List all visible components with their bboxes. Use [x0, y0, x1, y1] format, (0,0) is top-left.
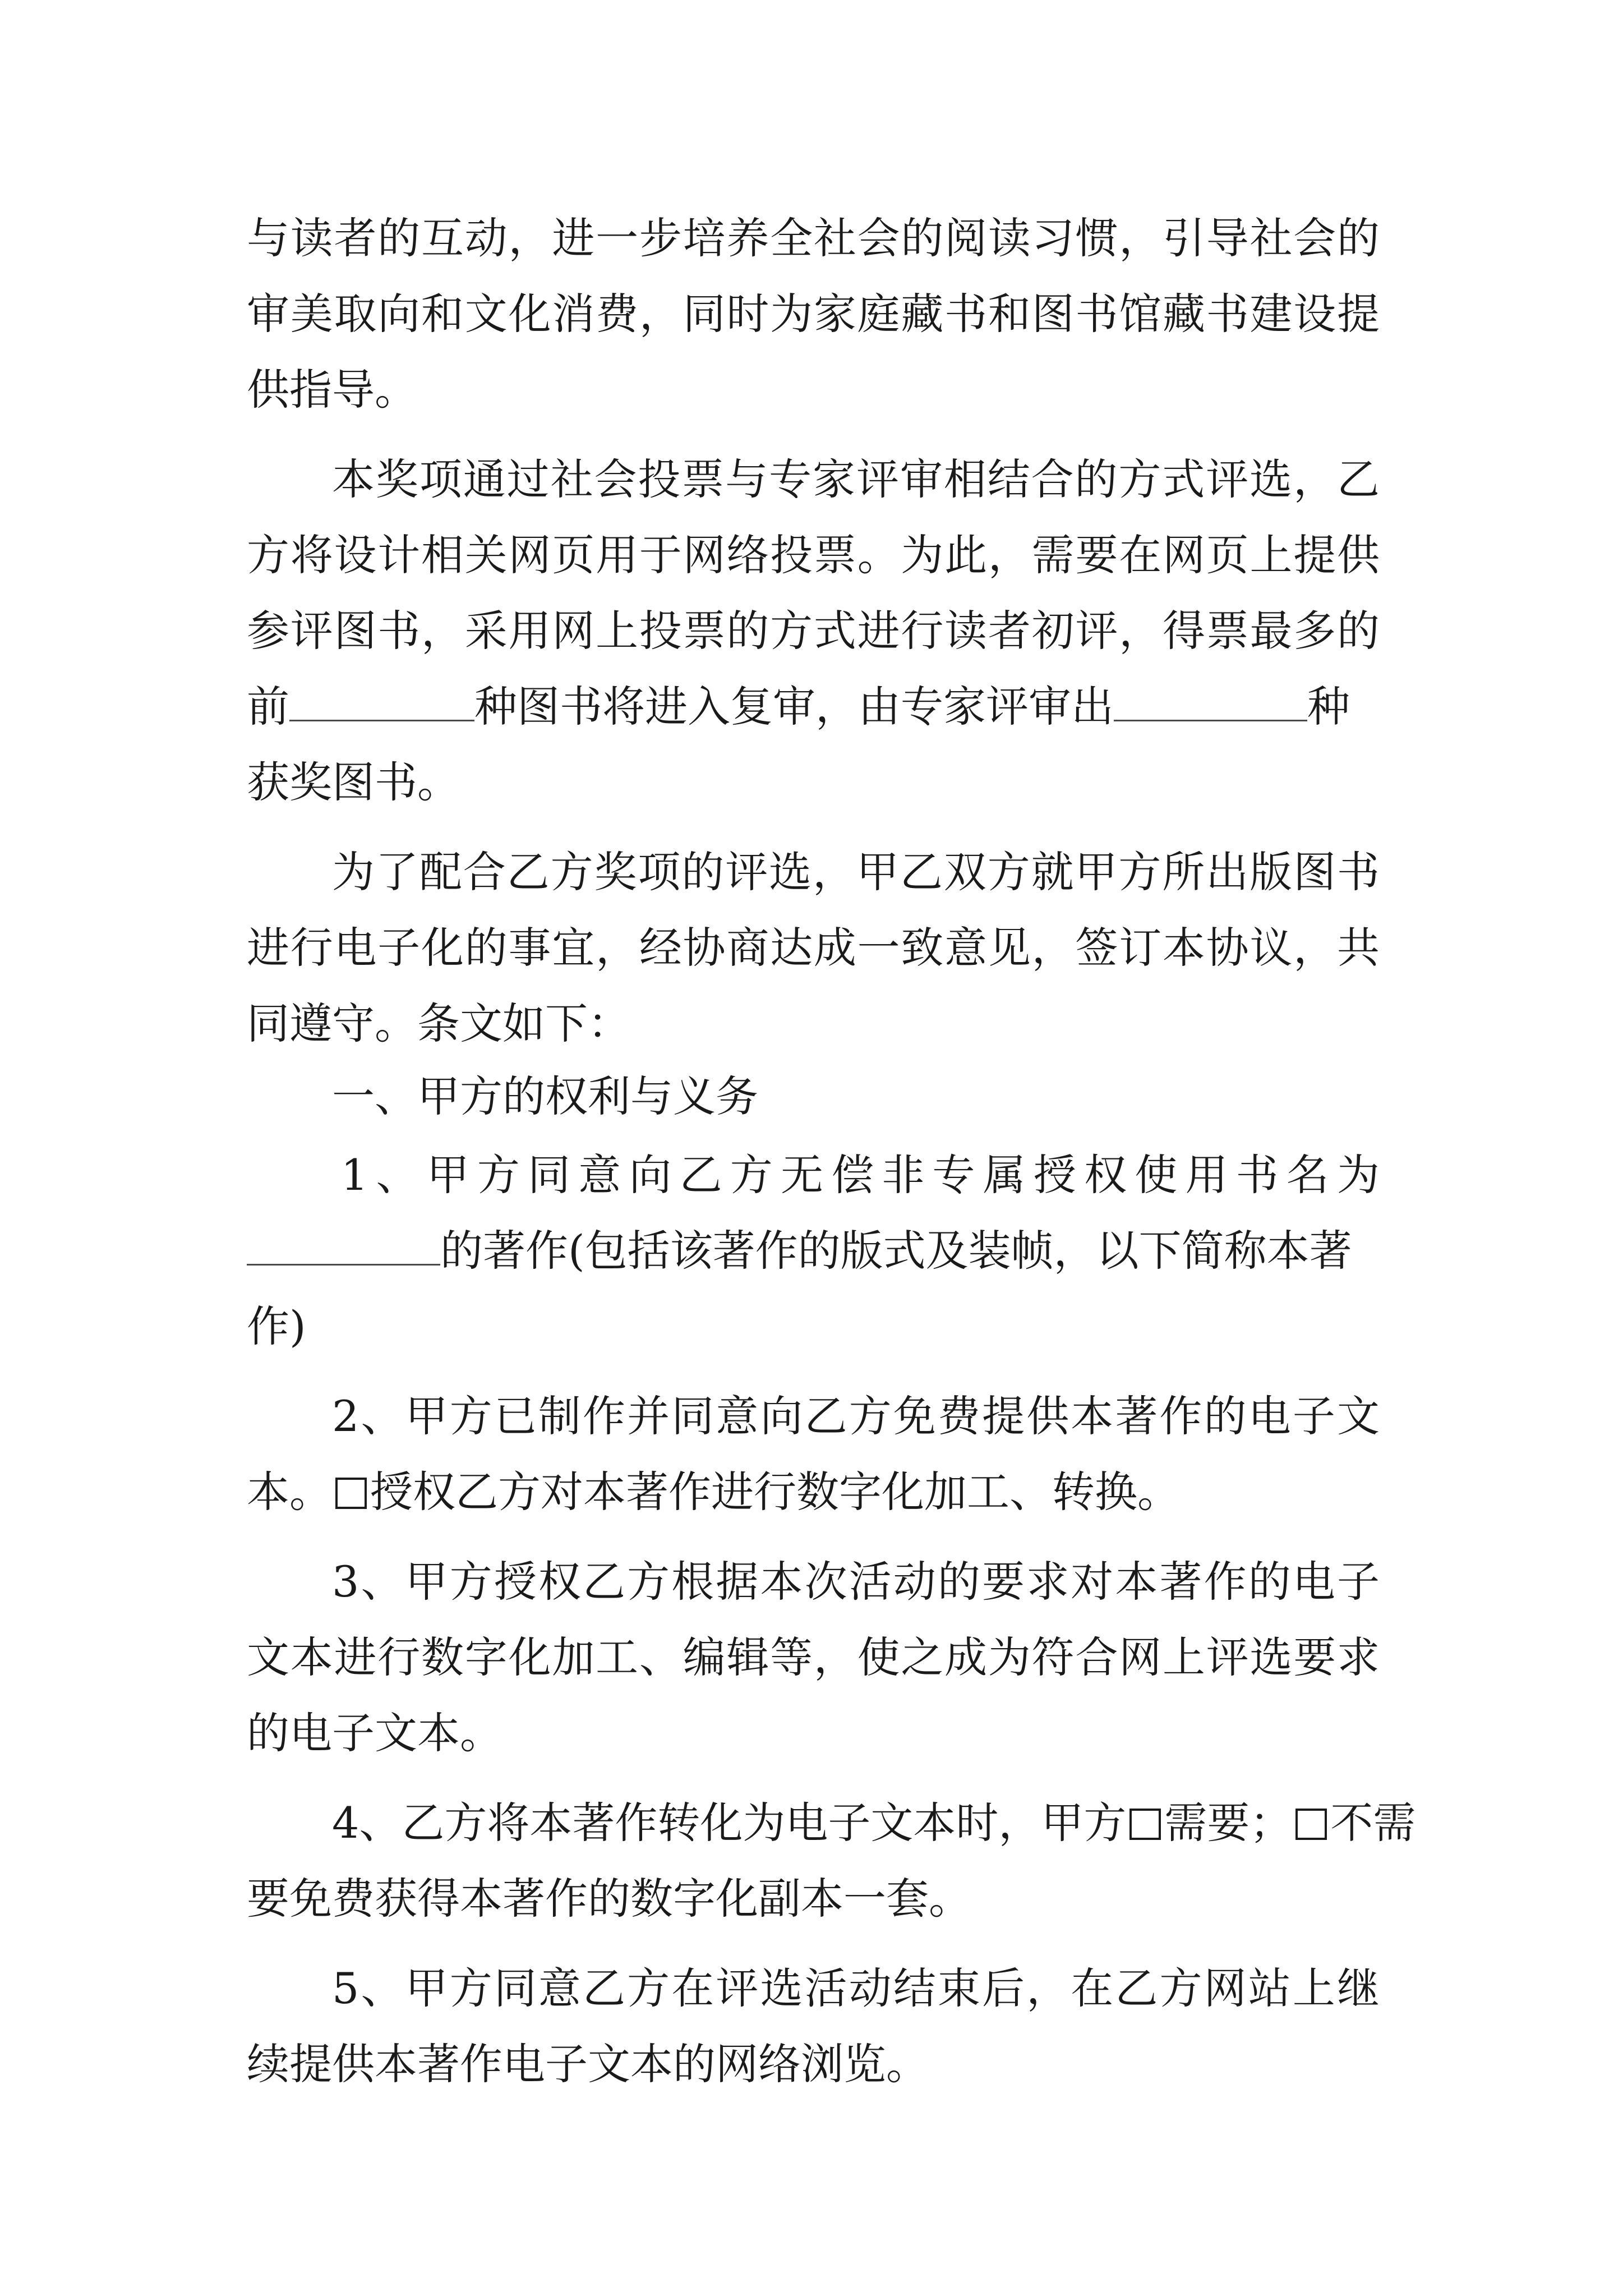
- item-4-line-1-part-a: 4、乙方将本著作转化为电子文本时，甲方: [332, 1798, 1127, 1848]
- paragraph-2-line-4-part-b: 种图书将进入复审，由专家评审出: [474, 682, 1114, 731]
- paragraph-2-line-4-part-c: 种: [1307, 682, 1350, 731]
- section-1-heading: 一、甲方的权利与义务: [332, 1071, 758, 1121]
- item-2-line-2-part-a: 本。: [247, 1467, 332, 1517]
- authorize-conversion-checkbox[interactable]: [335, 1478, 367, 1509]
- item-2-line-1: 2、甲方已制作并同意向乙方免费提供本著作的电子文: [332, 1391, 1380, 1441]
- paragraph-3-line-2: 进行电子化的事宜，经协商达成一致意见，签订本协议，共: [247, 923, 1380, 973]
- item-5-line-2: 续提供本著作电子文本的网络浏览。: [247, 2039, 929, 2089]
- need-copy-checkbox[interactable]: [1129, 1809, 1161, 1840]
- item-3-line-2: 文本进行数字化加工、编辑等，使之成为符合网上评选要求: [247, 1632, 1380, 1682]
- blank-award-count: [1114, 680, 1307, 721]
- item-3-line-1: 3、甲方授权乙方根据本次活动的要求对本著作的电子: [332, 1557, 1380, 1607]
- no-need-copy-checkbox[interactable]: [1295, 1809, 1327, 1840]
- paragraph-1-line-2: 审美取向和文化消费，同时为家庭藏书和图书馆藏书建设提: [247, 289, 1380, 339]
- item-4-line-1-part-b: 需要；: [1164, 1798, 1293, 1848]
- paragraph-2-line-4: [247, 676, 1380, 738]
- paragraph-2-line-2: 方将设计相关网页用于网络投票。为此，需要在网页上提供: [247, 530, 1380, 580]
- item-3-line-3: 的电子文本。: [247, 1708, 502, 1758]
- paragraph-1-line-3: 供指导。: [247, 365, 417, 415]
- item-5-line-1: 5、甲方同意乙方在评选活动结束后，在乙方网站上继: [332, 1963, 1380, 2013]
- item-4-line-1: [332, 1792, 1465, 1854]
- item-1-line-1: 1、甲方同意向乙方无偿非专属授权使用书名为: [341, 1150, 1380, 1200]
- blank-book-title: [247, 1225, 440, 1266]
- blank-top-count: [289, 680, 474, 721]
- paragraph-1-line-1: 与读者的互动，进一步培养全社会的阅读习惯，引导社会的: [247, 213, 1380, 263]
- item-4-line-2: 要免费获得本著作的数字化副本一套。: [247, 1874, 971, 1924]
- paragraph-3-line-3: 同遵守。条文如下：: [247, 999, 630, 1048]
- paragraph-2-line-1: 本奖项通过社会投票与专家评审相结合的方式评选，乙: [332, 454, 1380, 504]
- item-2-line-2: [247, 1461, 1380, 1523]
- item-2-line-2-part-b: 授权乙方对本著作进行数字化加工、转换。: [370, 1467, 1180, 1517]
- item-1-line-3: 作): [247, 1301, 306, 1351]
- paragraph-2-line-4-part-a: 前: [247, 682, 289, 731]
- paragraph-3-line-1: 为了配合乙方奖项的评选，甲乙双方就甲方所出版图书: [332, 847, 1380, 897]
- item-1-line-2-text: 的著作(包括该著作的版式及装帧，以下简称本著: [440, 1226, 1352, 1276]
- paragraph-2-line-3: 参评图书，采用网上投票的方式进行读者初评，得票最多的: [247, 606, 1380, 656]
- paragraph-2-line-5: 获奖图书。: [247, 757, 460, 807]
- item-1-line-2: [247, 1220, 1380, 1282]
- item-4-line-1-part-c: 不需: [1330, 1798, 1416, 1848]
